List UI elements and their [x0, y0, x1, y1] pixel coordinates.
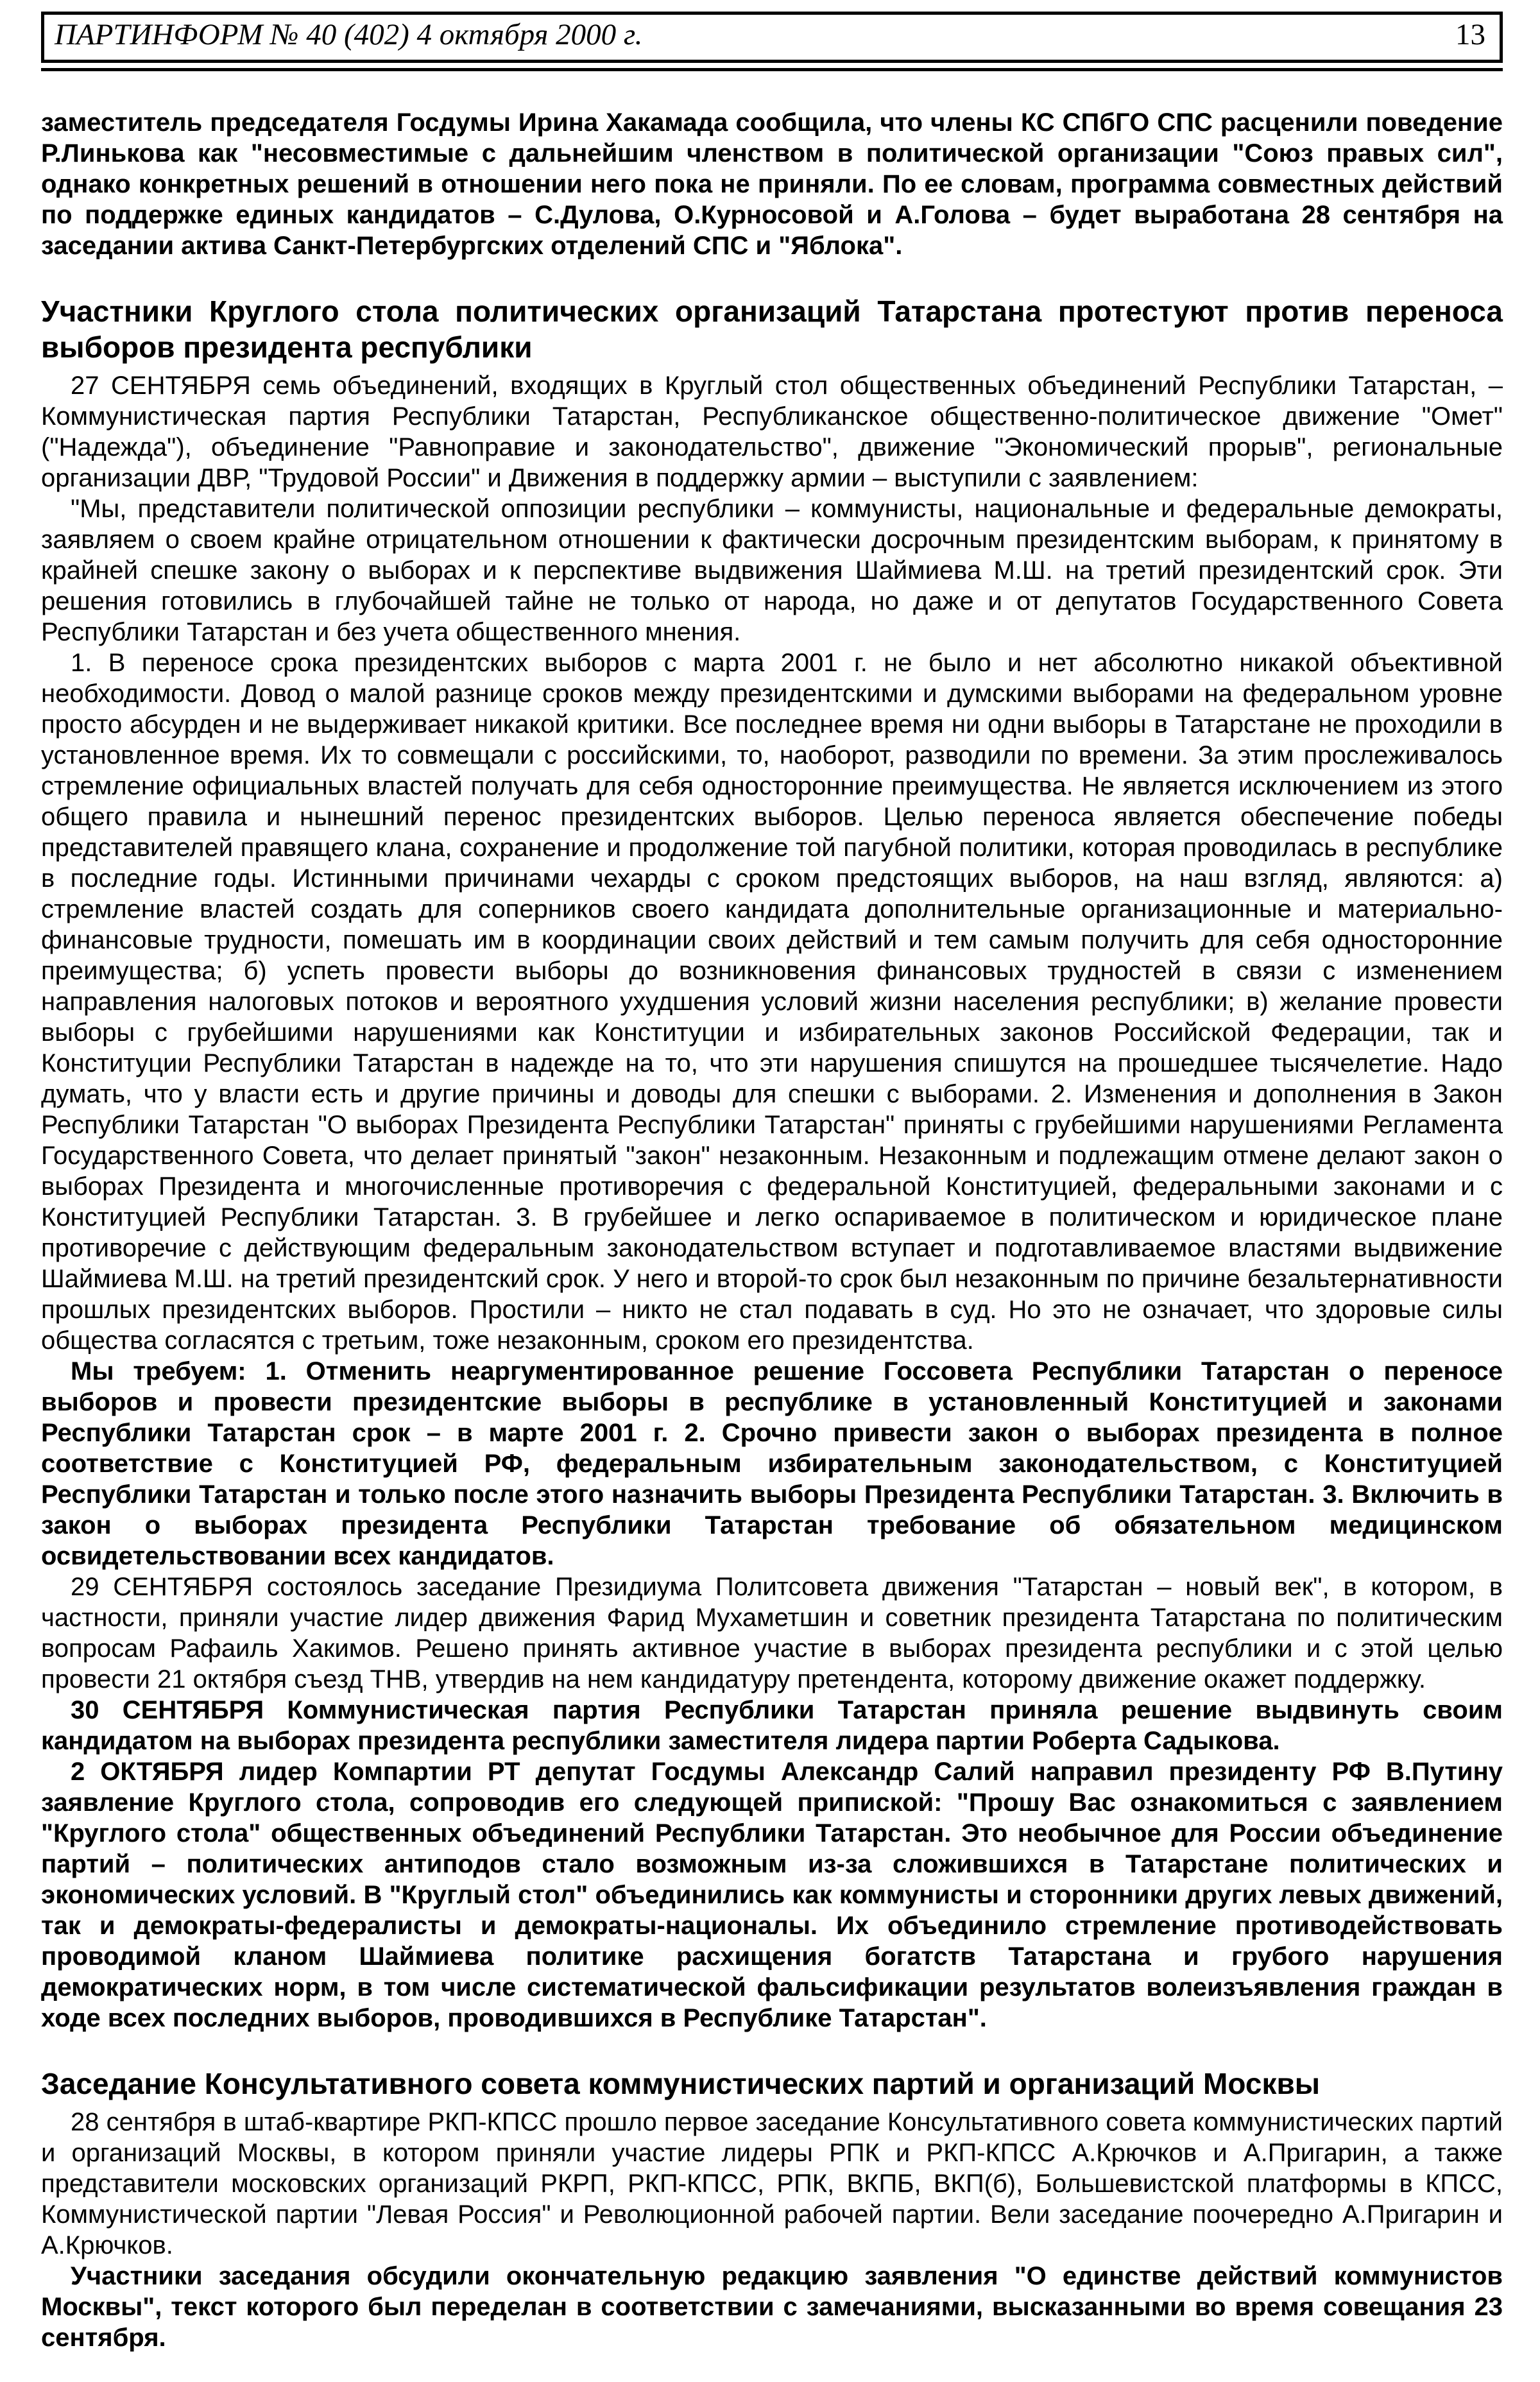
section-heading: Заседание Консультативного совета коммунистических партий и организаций Москвы	[41, 2066, 1321, 2100]
body-paragraph: заместитель председателя Госдумы Ирина Хакамада сообщила, что члены КС СПбГО СПС расценили поведение Р.Линькова как "несовместимые с дальнейшим членством в политической организации "Союз правых сил", однако конкретных решений в отношении него пока не приняли. По ее словам, программа совместных действий по поддержке единых кандидатов – С.Дулова, О.Курносовой и А.Голова – будет выработана 28 сентября на заседании актива Санкт-Петербургских отделений СПС и "Яблока".	[41, 108, 1503, 260]
body-paragraph: Мы требуем: 1. Отменить неаргументированное решение Госсовета Республики Татарстан о переносе выборов и провести президентские выборы в республике в установленный Конституцией и законами Республики Татарстан срок – в марте 2001 г. 2. Срочно привести закон о выборах президента в полное соответствие с Конституцией РФ, федеральным избирательным законодательством, с Конституцией Республики Татарстан и только после этого назначить выборы Президента Республики Татарстан. 3. Включить в закон о выборах президента Республики Татарстан требование об обязательном медицинском освидетельствовании всех кандидатов.	[41, 1357, 1503, 1570]
body-paragraph: 2 ОКТЯБРЯ лидер Компартии РТ депутат Госдумы Александр Салий направил президенту РФ В.Путину заявление Круглого стола, сопроводив его следующей припиской: "Прошу Вас ознакомиться с заявлением "Круглого стола" общественных объединений Республики Татарстан. Это необычное для России объединение партий – политических антиподов стало возможным из-за сложившихся в Татарстане политических и экономических условий. В "Круглый стол" объединились как коммунисты и сторонники других левых движений, так и демократы-федералисты и демократы-националы. Их объединило стремление противодействовать проводимой кланом Шаймиева политике расхищения богатств Татарстана и грубого нарушения демократических норм, в том числе систематической фальсификации результатов волеизъявления граждан в ходе всех последних выборов, проводившихся в Республике Татарстан".	[41, 1757, 1503, 2032]
header-divider	[41, 68, 1503, 71]
body-paragraph: "Мы, представители политической оппозиции республики – коммунисты, национальные и федеральные демократы, заявляем о своем крайне отрицательном отношении к фактически досрочным президентским выборам, к принятому в крайней спешке закону о выборах и к перспективе выдвижения Шаймиева М.Ш. на третий президентский срок. Эти решения готовились в глубочайшей тайне не только от народа, но даже и от депутатов Государственного Совета Республики Татарстан и без учета общественного мнения.	[41, 494, 1503, 646]
body-paragraph: 28 сентября в штаб-квартире РКП-КПСС прошло первое заседание Консультативного совета коммунистических партий и организаций Москвы, в котором приняли участие лидеры РПК и РКП-КПСС А.Крючков и А.Пригарин, а также представители московских организаций РКРП, РКП-КПСС, РПК, ВКПБ, ВКП(б), Большевистской платформы в КПСС, Коммунистической партии "Левая Россия" и Революционной рабочей партии. Вели заседание поочередно А.Пригарин и А.Крючков.	[41, 2107, 1503, 2259]
newsletter-title: ПАРТИНФОРМ № 40 (402) 4 октября 2000 г.	[55, 18, 643, 51]
page-number: 13	[1455, 18, 1485, 51]
section-heading: Участники Круглого стола политических организаций Татарстана протестуют против переноса выборов президента республики	[41, 294, 1503, 364]
page-header	[41, 12, 1503, 63]
body-paragraph: Участники заседания обсудили окончательную редакцию заявления "О единстве действий коммунистов Москвы", текст которого был переделан в соответствии с замечаниями, высказанными во время совещания 23 сентября.	[41, 2261, 1503, 2352]
body-paragraph: 29 СЕНТЯБРЯ состоялось заседание Президиума Политсовета движения "Татарстан – новый век", в котором, в частности, приняли участие лидер движения Фарид Мухаметшин и советник президента Татарстана по политическим вопросам Рафаиль Хакимов. Решено принять активное участие в выборах президента республики и с этой целью провести 21 октября съезд ТНВ, утвердив на нем кандидатуру претендента, которому движение окажет поддержку.	[41, 1572, 1503, 1693]
body-paragraph: 30 СЕНТЯБРЯ Коммунистическая партия Республики Татарстан приняла решение выдвинуть своим кандидатом на выборах президента республики заместителя лидера партии Роберта Садыкова.	[41, 1695, 1503, 1755]
body-paragraph: 27 СЕНТЯБРЯ семь объединений, входящих в Круглый стол общественных объединений Республики Татарстан, – Коммунистическая партия Республики Татарстан, Республиканское общественно-политическое движение "Омет" ("Надежда"), объединение "Равноправие и законодательство", движение "Экономический прорыв", региональные организации ДВР, "Трудовой России" и Движения в поддержку армии – выступили с заявлением:	[41, 371, 1503, 492]
article-body	[41, 107, 1503, 2353]
body-paragraph: 1. В переносе срока президентских выборов с марта 2001 г. не было и нет абсолютно никакой объективной необходимости. Довод о малой разнице сроков между президентскими и думскими выборами на федеральном уровне просто абсурден и не выдерживает никакой критики. Все последнее время ни одни выборы в Татарстане не проходили в установленное время. Их то совмещали с российскими, то, наоборот, разводили по времени. За этим прослеживалось стремление официальных властей получать для себя односторонние преимущества. Не является исключением из этого общего правила и нынешний перенос президентских выборов. Целью переноса является обеспечение победы представителей правящего клана, сохранение и продолжение той пагубной политики, которая проводилась в республике в последние годы. Истинными причинами чехарды с сроком предстоящих выборов, на наш взгляд, являются: а) стремление властей создать для соперников своего кандидата дополнительные организационные и материально-финансовые трудности, помешать им в координации своих действий и тем самым получить для себя односторонние преимущества; б) успеть провести выборы до возникновения финансовых трудностей в связи с изменением направления налоговых потоков и вероятного ухудшения условий жизни населения республики; в) желание провести выборы с грубейшими нарушениями как Конституции и избирательных законов Российской Федерации, так и Конституции Республики Татарстан в надежде на то, что эти нарушения спишутся на прошедшее тысячелетие. Надо думать, что у власти есть и другие причины и доводы для спешки с выборами. 2. Изменения и дополнения в Закон Республики Татарстан "О выборах Президента Республики Татарстан" приняты с грубейшими нарушениями Регламента Государственного Совета, что делает принятый "закон" незаконным. Незаконным и подлежащим отмене делают закон о выборах Президента и многочисленные противоречия с федеральной Конституцией, федеральными законами и с Конституцией Республики Татарстан. 3. В грубейшее и легко оспариваемое в политическом и юридическое плане противоречие с действующим федеральным законодательством вступает и подготавливаемое властями выдвижение Шаймиева М.Ш. на третий президентский срок. У него и второй-то срок был незаконным по причине безальтернативности прошлых президентских выборов. Простили – никто не стал подавать в суд. Но это не означает, что здоровые силы общества согласятся с третьим, тоже незаконным, сроком его президентства.	[41, 648, 1503, 1355]
